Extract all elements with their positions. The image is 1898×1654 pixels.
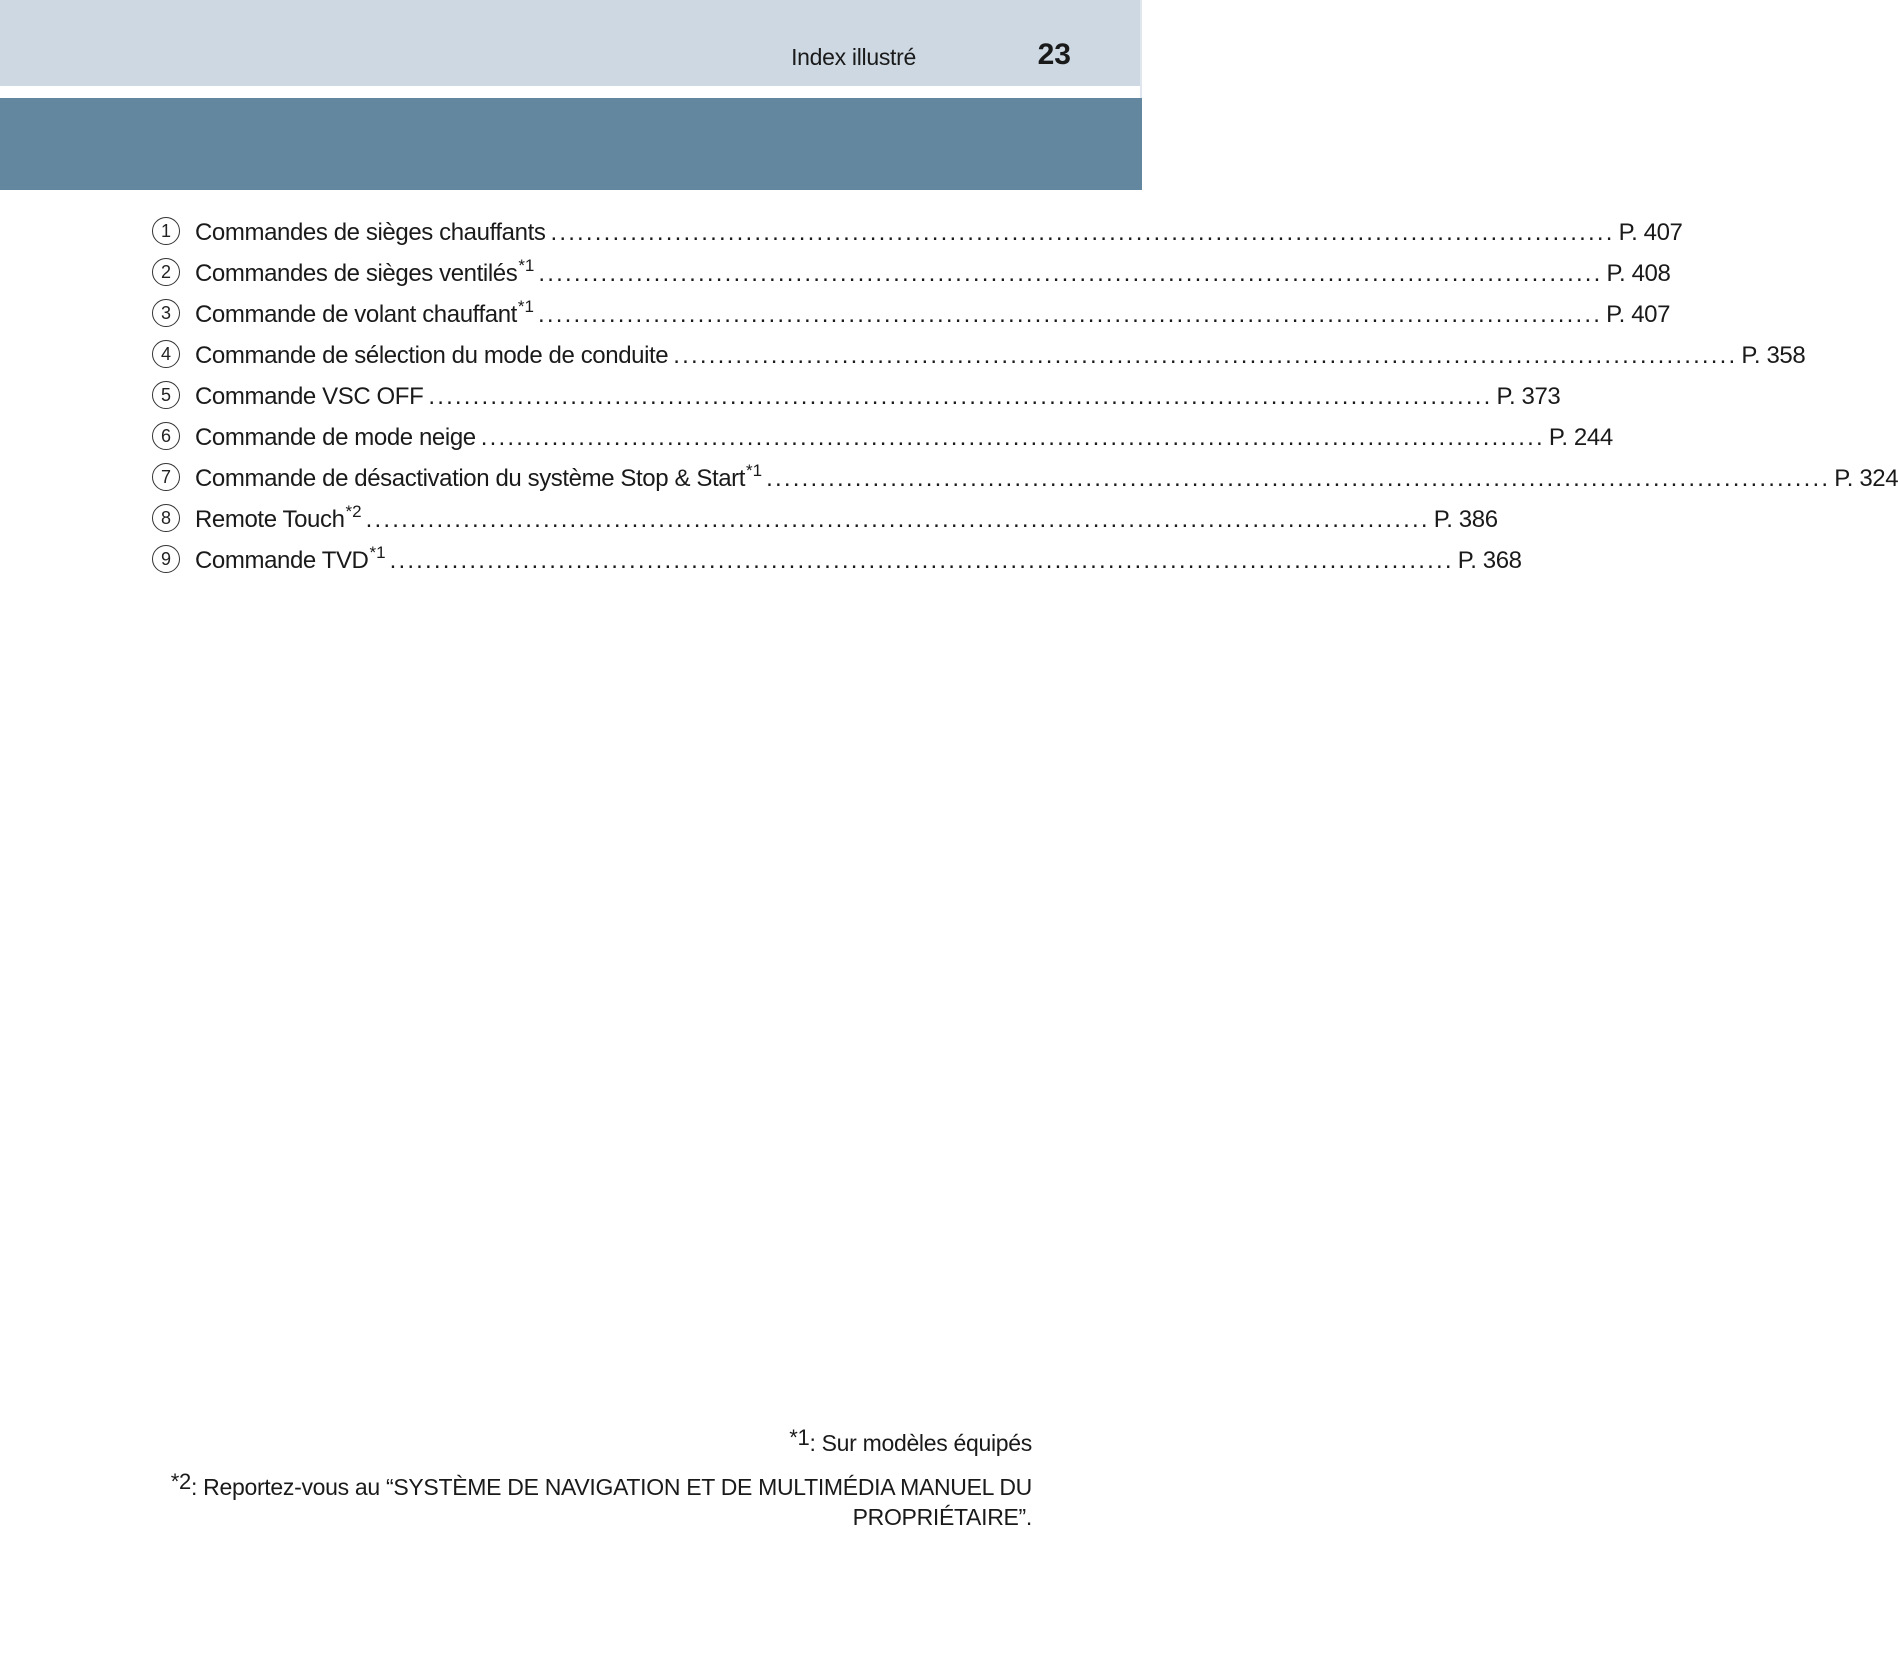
leader-dots: ........................................................................................................................ <box>480 424 1545 451</box>
index-item <box>152 249 1671 290</box>
item-footnote-mark: *1 <box>369 543 386 562</box>
footnote-mark: *1 <box>789 1425 810 1450</box>
footnote-2 <box>143 1469 1032 1532</box>
item-page-ref: P. 407 <box>1618 219 1683 246</box>
item-page-ref: P. 358 <box>1741 342 1806 369</box>
item-page-ref: P. 386 <box>1433 506 1498 533</box>
leader-dots: ........................................................................................................................ <box>365 506 1430 533</box>
footnote-text: : Reportez-vous au “SYSTÈME DE NAVIGATION ET DE MULTIMÉDIA MANUEL DU PROPRIÉTAIRE”. <box>190 1474 1032 1530</box>
item-footnote-mark: *1 <box>746 461 763 480</box>
leader-dots: ........................................................................................................................ <box>537 301 1603 328</box>
item-label: Commande TVD$^{*1}$ <box>195 543 386 574</box>
item-label: Commande de volant chauffant$^{*1}$ <box>195 297 534 328</box>
item-label: Commande de désactivation du système Stop & Start$^{*1}$ <box>195 461 763 492</box>
index-item <box>152 331 1806 372</box>
item-number: 7 <box>152 463 180 491</box>
footnote-text: : Sur modèles équipés <box>809 1430 1032 1456</box>
item-label: Commandes de sièges chauffants <box>195 219 546 246</box>
item-page-ref: P. 373 <box>1496 383 1561 410</box>
item-number: 2 <box>152 258 180 286</box>
item-number: 6 <box>152 422 180 450</box>
index-item <box>152 208 1683 249</box>
item-label: Remote Touch$^{*2}$ <box>195 502 362 533</box>
item-page-ref: P. 244 <box>1548 424 1613 451</box>
item-number: 1 <box>152 217 180 245</box>
leader-dots: ........................................................................................................................ <box>673 342 1738 369</box>
item-number: 8 <box>152 504 180 532</box>
page-number: 23 <box>1037 38 1071 71</box>
item-label: Commandes de sièges ventilés$^{*1}$ <box>195 256 535 287</box>
item-footnote-mark: *1 <box>517 297 534 316</box>
header-band <box>0 0 1142 86</box>
footnote-1 <box>789 1425 1032 1457</box>
title-band <box>0 98 1142 190</box>
item-number: 5 <box>152 381 180 409</box>
item-number: 9 <box>152 545 180 573</box>
leader-dots: ........................................................................................................................ <box>550 219 1615 246</box>
leader-dots: ........................................................................................................................ <box>538 260 1603 287</box>
leader-dots: ........................................................................................................................ <box>766 465 1831 492</box>
item-page-ref: P. 324 <box>1834 465 1898 492</box>
leader-dots: ........................................................................................................................ <box>428 383 1493 410</box>
index-item <box>152 536 1522 577</box>
item-label: Commande de mode neige <box>195 424 476 451</box>
index-item <box>152 290 1671 331</box>
item-footnote-mark: *2 <box>345 502 362 521</box>
index-item <box>152 413 1613 454</box>
index-list <box>152 208 1898 577</box>
leader-dots: ........................................................................................................................ <box>389 547 1454 574</box>
item-footnote-mark: *1 <box>518 256 535 275</box>
section-title: Index illustré <box>791 44 916 70</box>
item-label: Commande VSC OFF <box>195 383 424 410</box>
item-page-ref: P. 407 <box>1606 301 1671 328</box>
item-page-ref: P. 368 <box>1457 547 1522 574</box>
item-label: Commande de sélection du mode de conduite <box>195 342 669 369</box>
index-item <box>152 454 1898 495</box>
footnote-mark: *2 <box>170 1469 191 1494</box>
item-number: 3 <box>152 299 180 327</box>
item-page-ref: P. 408 <box>1606 260 1671 287</box>
item-number: 4 <box>152 340 180 368</box>
index-item <box>152 372 1561 413</box>
index-item <box>152 495 1498 536</box>
